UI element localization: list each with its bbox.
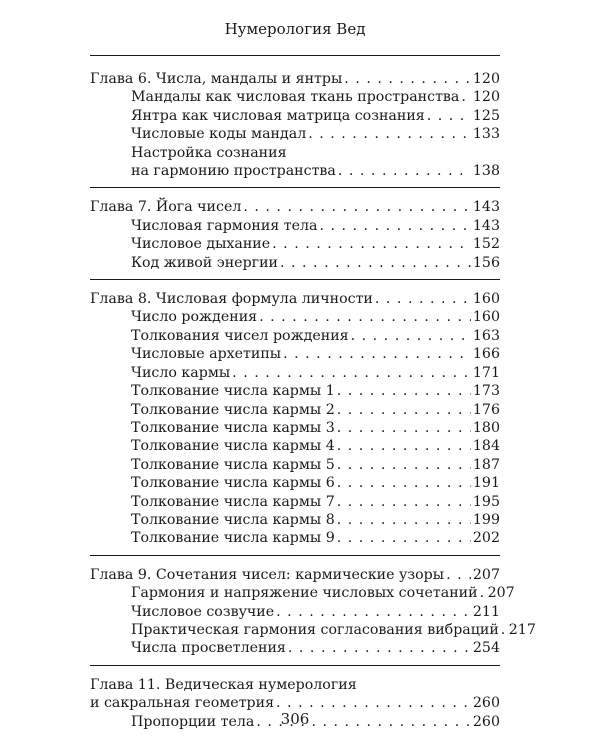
entry-page: 211 xyxy=(472,603,500,620)
entry-title: и сакральная геометрия xyxy=(90,695,275,712)
entry-page: 133 xyxy=(472,126,500,143)
entry-title: Мандалы как числовая ткань пространства xyxy=(131,89,460,106)
entry-title: Гармония и напряжение числовых сочетаний xyxy=(131,585,478,602)
toc-entry[interactable] xyxy=(90,529,500,547)
entry-title: на гармонию пространства xyxy=(131,163,336,180)
dot-leader xyxy=(337,474,471,492)
dot-leader xyxy=(480,584,486,602)
entry-page: 160 xyxy=(472,309,500,326)
entry-page: 173 xyxy=(472,383,500,400)
toc-entry[interactable] xyxy=(90,437,500,455)
entry-page: 260 xyxy=(472,713,500,730)
entry-page: 176 xyxy=(472,401,500,418)
entry-page: 207 xyxy=(472,566,500,583)
entry-page: 143 xyxy=(472,217,500,234)
toc-entry[interactable] xyxy=(90,254,500,272)
toc-entry[interactable] xyxy=(90,217,500,235)
entry-title: Число кармы xyxy=(131,364,231,381)
toc-section-chapter-8 xyxy=(90,290,500,556)
dot-leader xyxy=(337,529,471,547)
entry-page: 260 xyxy=(472,695,500,712)
header-rule xyxy=(90,55,500,56)
dot-leader xyxy=(276,603,471,621)
toc-chapter-entry[interactable] xyxy=(90,70,500,88)
toc-entry[interactable] xyxy=(90,364,500,382)
entry-title: Практическая гармония согласования вибраций xyxy=(131,621,499,638)
toc-chapter-entry[interactable] xyxy=(90,198,500,216)
chapter-title-line1[interactable]: Глава 11. Ведическая нумерология xyxy=(90,676,357,693)
entry-page: 125 xyxy=(472,107,500,124)
dot-leader xyxy=(461,88,471,106)
toc-entry[interactable] xyxy=(90,308,500,326)
dot-leader xyxy=(283,345,471,363)
dot-leader xyxy=(351,327,471,345)
entry-page: 163 xyxy=(472,327,500,344)
toc-entry[interactable] xyxy=(90,88,500,106)
entry-title: Толкование числа кармы 7 xyxy=(131,493,335,510)
dot-leader xyxy=(272,235,471,253)
entry-page: 166 xyxy=(472,346,500,363)
dot-leader xyxy=(375,290,471,308)
entry-page: 156 xyxy=(472,254,500,271)
toc-section-chapter-7 xyxy=(90,198,500,280)
dot-leader xyxy=(319,217,470,235)
entry-title: Числовое дыхание xyxy=(131,236,271,253)
entry-title: Числовое созвучие xyxy=(131,603,275,620)
dot-leader xyxy=(337,456,471,474)
dot-leader xyxy=(243,198,471,216)
entry-page: 184 xyxy=(472,438,500,455)
entry-title: Толкование числа кармы 1 xyxy=(131,383,335,400)
toc-entry[interactable] xyxy=(90,511,500,529)
toc-entry[interactable] xyxy=(90,493,500,511)
entry-title: Глава 8. Числовая формула личности xyxy=(90,291,373,308)
entry-title: Толкования чисел рождения xyxy=(131,327,349,344)
entry-title: Толкование числа кармы 2 xyxy=(131,401,335,418)
dot-leader xyxy=(501,621,507,639)
toc-chapter-entry[interactable] xyxy=(90,566,500,584)
entry-title: Числа просветления xyxy=(131,640,286,657)
entry-title: Янтра как числовая матрица сознания xyxy=(131,107,425,124)
entry-page: 217 xyxy=(508,621,536,638)
toc-entry[interactable] xyxy=(90,419,500,437)
toc-entry[interactable] xyxy=(90,639,500,657)
toc-entry[interactable] xyxy=(90,621,536,639)
entry-title: Глава 9. Сочетания чисел: кармические узоры xyxy=(90,566,445,583)
dot-leader xyxy=(280,254,471,272)
entry-page: 120 xyxy=(472,89,500,106)
entry-title: Толкование числа кармы 6 xyxy=(131,475,335,492)
toc-entry[interactable] xyxy=(90,125,500,143)
entry-title-line1[interactable]: Настройка сознания xyxy=(131,144,287,161)
toc-entry[interactable] xyxy=(90,327,500,345)
entry-page: 171 xyxy=(472,364,500,381)
dot-leader xyxy=(308,125,471,143)
table-of-contents xyxy=(90,70,536,748)
entry-title: Пропорции тела xyxy=(131,713,255,730)
entry-page: 199 xyxy=(472,511,500,528)
dot-leader xyxy=(337,419,471,437)
toc-entry[interactable] xyxy=(90,162,500,180)
entry-title: Толкование числа кармы 9 xyxy=(131,530,335,547)
entry-page: 254 xyxy=(472,640,500,657)
entry-title: Толкование числа кармы 4 xyxy=(131,438,335,455)
toc-entry[interactable] xyxy=(90,235,500,253)
page-number: 306 xyxy=(280,710,310,728)
dot-leader xyxy=(446,566,471,584)
running-header: Нумерология Вед xyxy=(224,20,366,38)
dot-leader xyxy=(337,493,471,511)
entry-title: Числовые архетипы xyxy=(131,346,282,363)
entry-page: 160 xyxy=(472,291,500,308)
entry-page: 195 xyxy=(472,493,500,510)
toc-entry[interactable] xyxy=(90,474,500,492)
dot-leader xyxy=(338,162,471,180)
toc-chapter-entry[interactable] xyxy=(90,290,500,308)
entry-page: 152 xyxy=(472,236,500,253)
entry-title: Числовая гармония тела xyxy=(131,217,318,234)
dot-leader xyxy=(427,107,471,125)
toc-section-chapter-11 xyxy=(90,676,500,738)
entry-title: Глава 7. Йога чисел xyxy=(90,199,242,216)
dot-leader xyxy=(337,437,471,455)
entry-page: 191 xyxy=(472,475,500,492)
entry-title: Толкование числа кармы 5 xyxy=(131,456,335,473)
dot-leader xyxy=(337,511,471,529)
entry-title: Глава 6. Числа, мандалы и янтры xyxy=(90,71,343,87)
entry-page: 120 xyxy=(472,71,500,87)
dot-leader xyxy=(337,382,471,400)
dot-leader xyxy=(288,639,471,657)
entry-page: 207 xyxy=(487,585,515,602)
toc-entry[interactable] xyxy=(90,584,515,602)
entry-page: 187 xyxy=(472,456,500,473)
dot-leader xyxy=(337,401,471,419)
entry-title: Код живой энергии xyxy=(131,254,278,271)
dot-leader xyxy=(232,364,471,382)
entry-title: Числовые коды мандал xyxy=(131,126,307,143)
toc-section-chapter-6 xyxy=(90,70,500,188)
toc-entry[interactable] xyxy=(90,107,500,125)
entry-page: 143 xyxy=(472,199,500,216)
toc-section-chapter-9 xyxy=(90,566,536,666)
entry-page: 138 xyxy=(472,163,500,180)
toc-entry[interactable] xyxy=(90,382,500,400)
toc-entry[interactable] xyxy=(90,456,500,474)
entry-page: 180 xyxy=(472,419,500,436)
toc-entry[interactable] xyxy=(90,401,500,419)
dot-leader xyxy=(344,70,471,88)
toc-entry[interactable] xyxy=(90,345,500,363)
entry-page: 202 xyxy=(472,530,500,547)
entry-title: Толкование числа кармы 3 xyxy=(131,419,335,436)
dot-leader xyxy=(259,308,471,326)
entry-title: Число рождения xyxy=(131,309,258,326)
toc-entry[interactable] xyxy=(90,603,500,621)
entry-title: Толкование числа кармы 8 xyxy=(131,511,335,528)
